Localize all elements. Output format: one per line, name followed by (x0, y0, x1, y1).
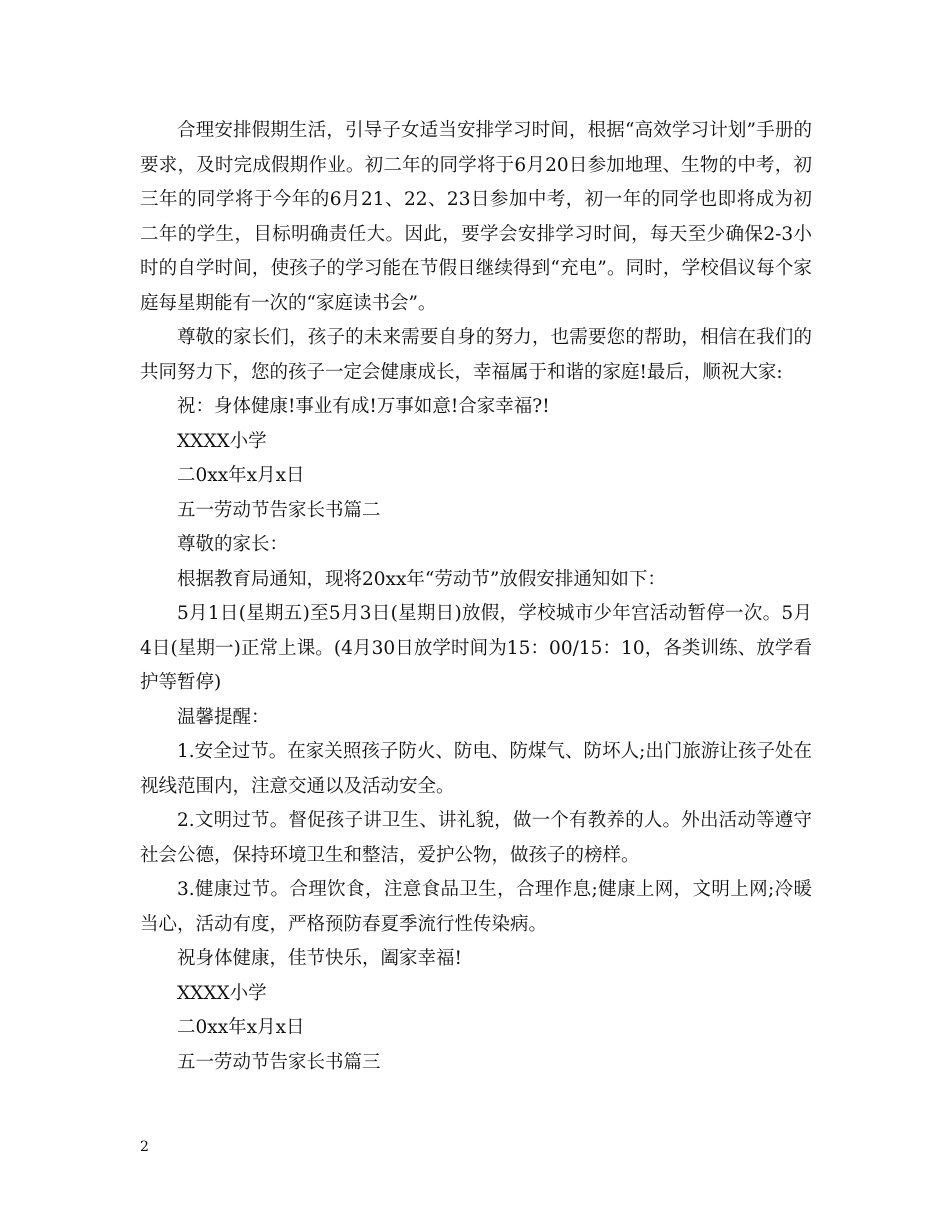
date-line-two: 二0xx年x月x日 (177, 1017, 305, 1038)
school-signature: XXXX小学 (177, 430, 267, 452)
document-body (140, 114, 812, 1080)
closing-blessing: 祝身体健康，佳节快乐，阖家幸福! (177, 948, 462, 969)
blessing-line: 祝：身体健康!事业有成!万事如意!合家幸福?! (177, 396, 550, 417)
salutation: 尊敬的家长： (177, 534, 289, 555)
notice-intro: 根据教育局通知，现将20xx年“劳动节”放假安排通知如下： (177, 568, 666, 590)
reminder-item-civility: 2.文明过节。督促孩子讲卫生、讲礼貌，做一个有教养的人。外出活动等遵守社会公德，保持环境卫生和整洁，爱护公物，做孩子的榜样。 (140, 810, 812, 866)
section-heading-part-two: 五一劳动节告家长书篇二 (177, 499, 381, 521)
date-line: 二0xx年x月x日 (177, 465, 305, 486)
section-heading-part-three: 五一劳动节告家长书篇三 (177, 1051, 381, 1073)
reminder-item-safety: 1.安全过节。在家关照孩子防火、防电、防煤气、防坏人;出门旅游让孩子处在视线范围内，注意交通以及活动安全。 (140, 741, 812, 797)
reminder-item-health: 3.健康过节。合理饮食，注意食品卫生，合理作息;健康上网，文明上网;冷暖当心，活动有度，严格预防春夏季流行性传染病。 (140, 879, 812, 935)
paragraph-parents-thanks: 尊敬的家长们，孩子的未来需要自身的努力，也需要您的帮助，相信在我们的共同努力下，您的孩子一定会健康成长，幸福属于和谐的家庭!最后，顺祝大家: (140, 327, 812, 383)
page-number: 2 (140, 1139, 149, 1155)
school-signature-two: XXXX小学 (177, 982, 267, 1004)
reminder-heading: 温馨提醒： (177, 706, 270, 728)
holiday-schedule-paragraph: 5月1日(星期五)至5月3日(星期日)放假，学校城市少年宫活动暂停一次。5月4日(星期一)正常上课。(4月30日放学时间为15：00/15：10，各类训练、放学看护等暂停) (140, 603, 812, 693)
paragraph-study-arrangement: 合理安排假期生活，引导子女适当安排学习时间，根据“高效学习计划”手册的要求，及时完成假期作业。初二年的同学将于6月20日参加地理、生物的中考，初三年的同学将于今年的6月21、22、23日参加中考，初一年的同学也即将成为初二年的学生，目标明确责任大。因此，要学会安排学习时间，每天至少确保2-3小时的自学时间，使孩子的学习能在节假日继续得到“充电”。同时，学校倡议每个家庭每星期能有一次的“家庭读书会”。 (140, 120, 812, 314)
